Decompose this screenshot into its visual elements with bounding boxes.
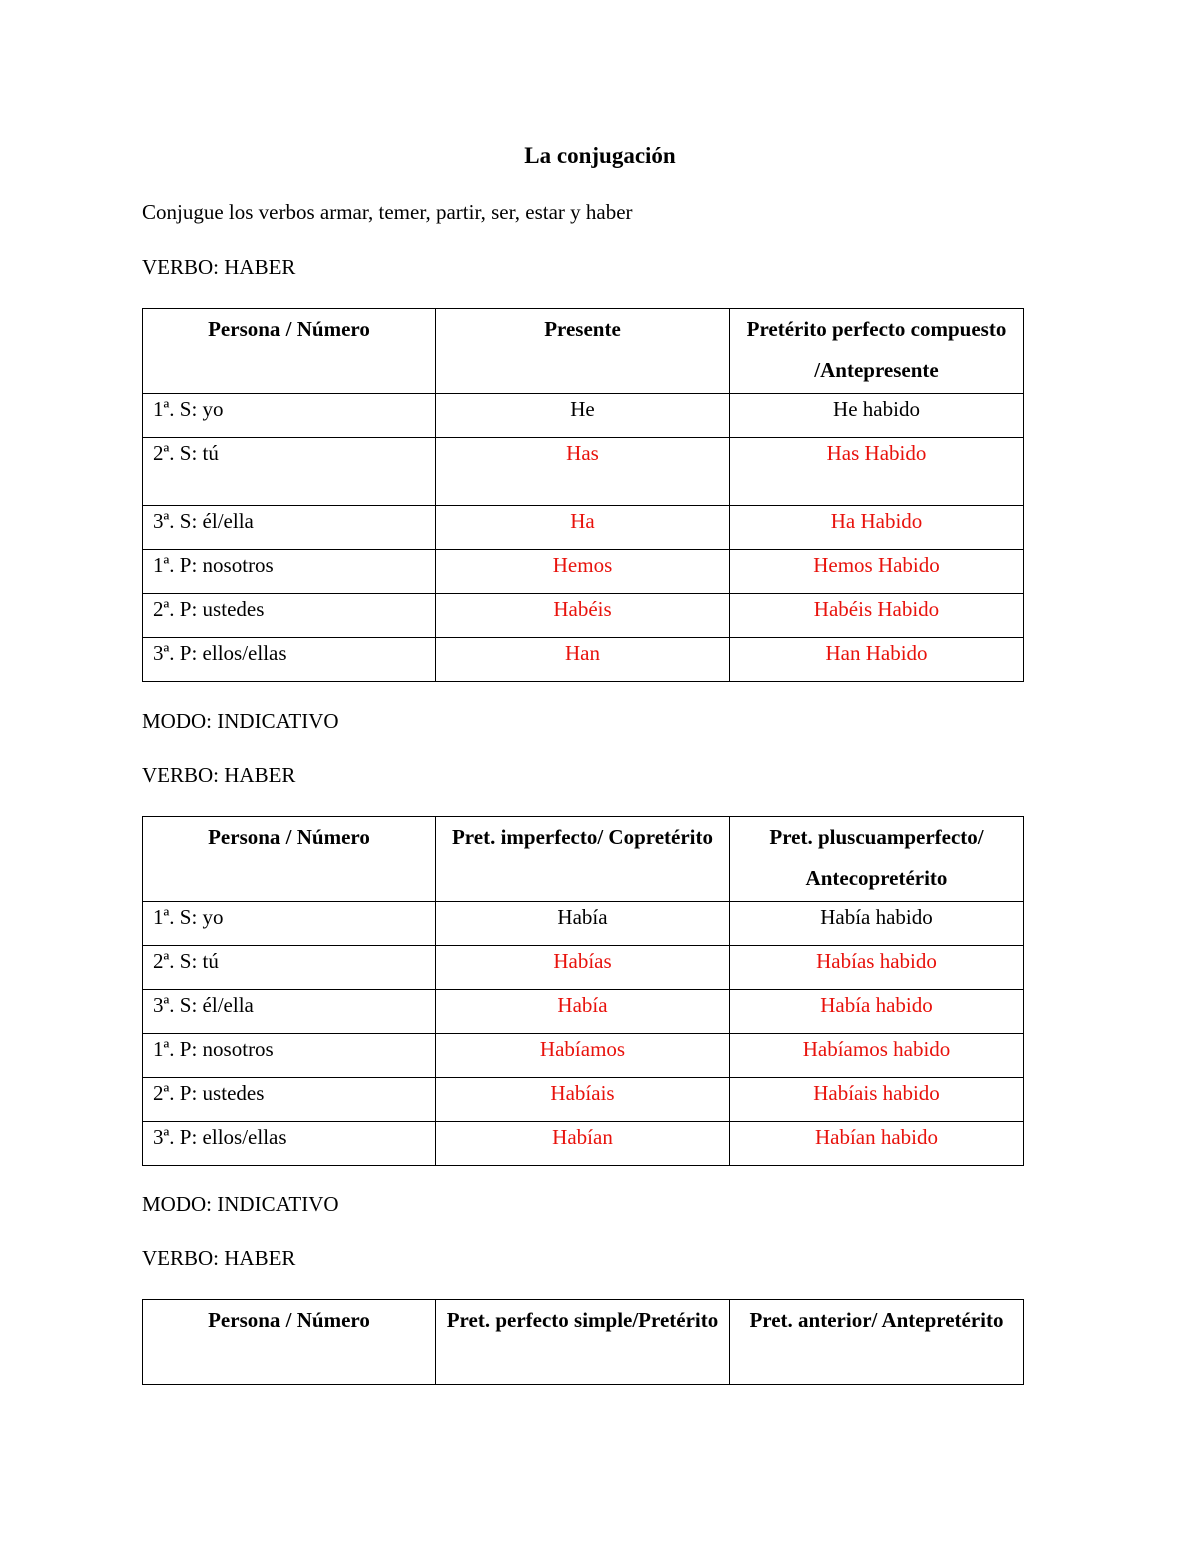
form-cell: Habíais: [436, 1078, 730, 1122]
form-cell: Habías habido: [730, 946, 1024, 990]
form-cell: He: [436, 394, 730, 438]
conjugation-table-1: [142, 308, 1024, 682]
form-cell: Habías: [436, 946, 730, 990]
mode-label-1: MODO: INDICATIVO: [142, 709, 339, 733]
form-cell: Has: [436, 438, 730, 506]
person-cell: 2ª. P: ustedes: [143, 594, 436, 638]
form-cell: Habíamos: [436, 1034, 730, 1078]
header-tense-a: Pret. perfecto simple/Pretérito: [436, 1300, 730, 1385]
page-title: La conjugación: [524, 143, 676, 168]
form-cell: Había habido: [730, 990, 1024, 1034]
conjugation-table-2: [142, 816, 1024, 1166]
person-cell: 1ª. S: yo: [143, 394, 436, 438]
header-person: Persona / Número: [143, 309, 436, 394]
table-row: [143, 438, 1024, 506]
person-cell: 2ª. S: tú: [143, 946, 436, 990]
form-cell: Había habido: [730, 902, 1024, 946]
table-row: [143, 506, 1024, 550]
person-cell: 2ª. P: ustedes: [143, 1078, 436, 1122]
form-cell: Habían: [436, 1122, 730, 1166]
verb-label-3: VERBO: HABER: [142, 1246, 296, 1270]
table-row: [143, 1034, 1024, 1078]
verb-label-2: VERBO: HABER: [142, 763, 296, 787]
person-cell: 3ª. P: ellos/ellas: [143, 1122, 436, 1166]
table-row: [143, 550, 1024, 594]
person-cell: 3ª. P: ellos/ellas: [143, 638, 436, 682]
form-cell: Ha Habido: [730, 506, 1024, 550]
table-row: [143, 990, 1024, 1034]
mode-label-2: MODO: INDICATIVO: [142, 1192, 339, 1216]
form-cell: Había: [436, 902, 730, 946]
table-row: [143, 902, 1024, 946]
table-row: [143, 394, 1024, 438]
form-cell: Hemos Habido: [730, 550, 1024, 594]
table-row: [143, 594, 1024, 638]
form-cell: Había: [436, 990, 730, 1034]
form-cell: Habéis: [436, 594, 730, 638]
form-cell: He habido: [730, 394, 1024, 438]
header-tense-b: Pret. anterior/ Antepretérito: [730, 1300, 1024, 1385]
form-cell: Habían habido: [730, 1122, 1024, 1166]
person-cell: 2ª. S: tú: [143, 438, 436, 506]
header-person: Persona / Número: [143, 1300, 436, 1385]
form-cell: Ha: [436, 506, 730, 550]
person-cell: 3ª. S: él/ella: [143, 990, 436, 1034]
table-row: [143, 1122, 1024, 1166]
person-cell: 3ª. S: él/ella: [143, 506, 436, 550]
header-tense-b: Pret. pluscuamperfecto/ Antecopretérito: [730, 817, 1024, 902]
header-tense-a: Presente: [436, 309, 730, 394]
form-cell: Hemos: [436, 550, 730, 594]
header-tense-b: Pretérito perfecto compuesto /Antepresente: [730, 309, 1024, 394]
form-cell: Han: [436, 638, 730, 682]
header-tense-a: Pret. imperfecto/ Copretérito: [436, 817, 730, 902]
conjugation-table-3: [142, 1299, 1024, 1385]
form-cell: Habíamos habido: [730, 1034, 1024, 1078]
table-row: [143, 638, 1024, 682]
table-row: [143, 946, 1024, 990]
table-row: [143, 1078, 1024, 1122]
header-person: Persona / Número: [143, 817, 436, 902]
form-cell: Habíais habido: [730, 1078, 1024, 1122]
instructions: Conjugue los verbos armar, temer, partir, ser, estar y haber: [142, 200, 633, 224]
verb-label-1: VERBO: HABER: [142, 255, 296, 279]
form-cell: Habéis Habido: [730, 594, 1024, 638]
form-cell: Has Habido: [730, 438, 1024, 506]
person-cell: 1ª. P: nosotros: [143, 1034, 436, 1078]
form-cell: Han Habido: [730, 638, 1024, 682]
person-cell: 1ª. S: yo: [143, 902, 436, 946]
person-cell: 1ª. P: nosotros: [143, 550, 436, 594]
